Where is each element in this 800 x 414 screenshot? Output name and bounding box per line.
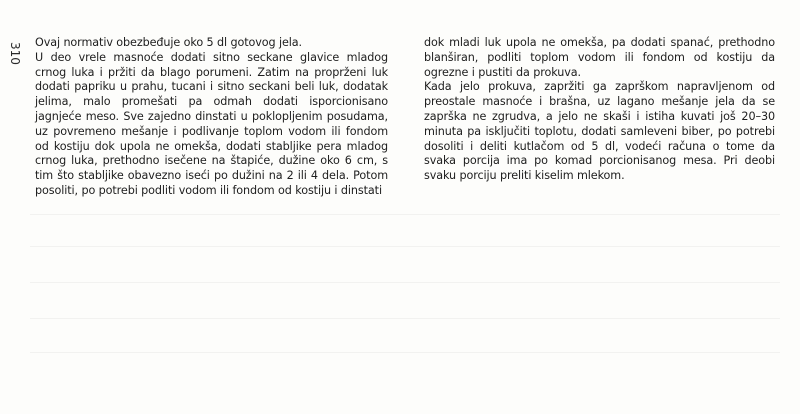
page-number-text: 310 [8, 42, 22, 65]
paragraph: U deo vrele masnoće dodati sitno seckane glavice mladog crnog luka i pržiti da blago porumeni. Zatim na proprženi luk dodati papriku u prahu, tucani i sitno seckani beli luk, dodatak jelima, malo promešati pa odmah dodati isporcionisano jagnjeće meso. Sve zajedno dinstati u poklopljenim posudama, uz povremeno mešanje i podlivanje toplom vodom ili fondom od kostiju dok upola ne omekša, dodati stabljike pera mladog crnog luka, prethodno isečene na štapiće, dužine oko 6 cm, s tim što stabljike obavezno iseći po dužini na 2 ili 4 dela. Potom posoliti, po potrebi podliti vodom ili fondom od kostiju i dinstati [35, 50, 388, 197]
page-number [4, 38, 28, 68]
paragraph: dok mladi luk upola ne omekša, pa dodati spanać, prethodno blanširan, podliti toplom vodom ili fondom od kostiju da ogrezne i pustiti da prokuva. [424, 36, 775, 79]
bleed-through-line [30, 352, 780, 353]
paragraph: Ovaj normativ obezbeđuje oko 5 dl gotovog jela. [35, 36, 303, 49]
bleed-through-line [30, 318, 780, 319]
paragraph: Kada jelo prokuva, zapržiti ga zaprškom napravljenom od preostale masnoće i brašna, uz lagano mešanje jela da se zaprška ne zgrudva, a jelo ne skaši i istiha kuvati još 20–30 minuta pa isključiti toplotu, dodati samleveni biber, po potrebi dosoliti i deliti kutlačom od 5 dl, vodeći računa o tome da svaka porcija ima po komad porcionisanog mesa. Pri deobi svaku porciju preliti kiselim mlekom. [424, 80, 775, 183]
bleed-through-line [30, 214, 780, 215]
bleed-through-line [30, 282, 780, 283]
bleed-through-line [30, 246, 780, 247]
right-text-column [424, 36, 775, 184]
left-text-column [35, 36, 388, 199]
